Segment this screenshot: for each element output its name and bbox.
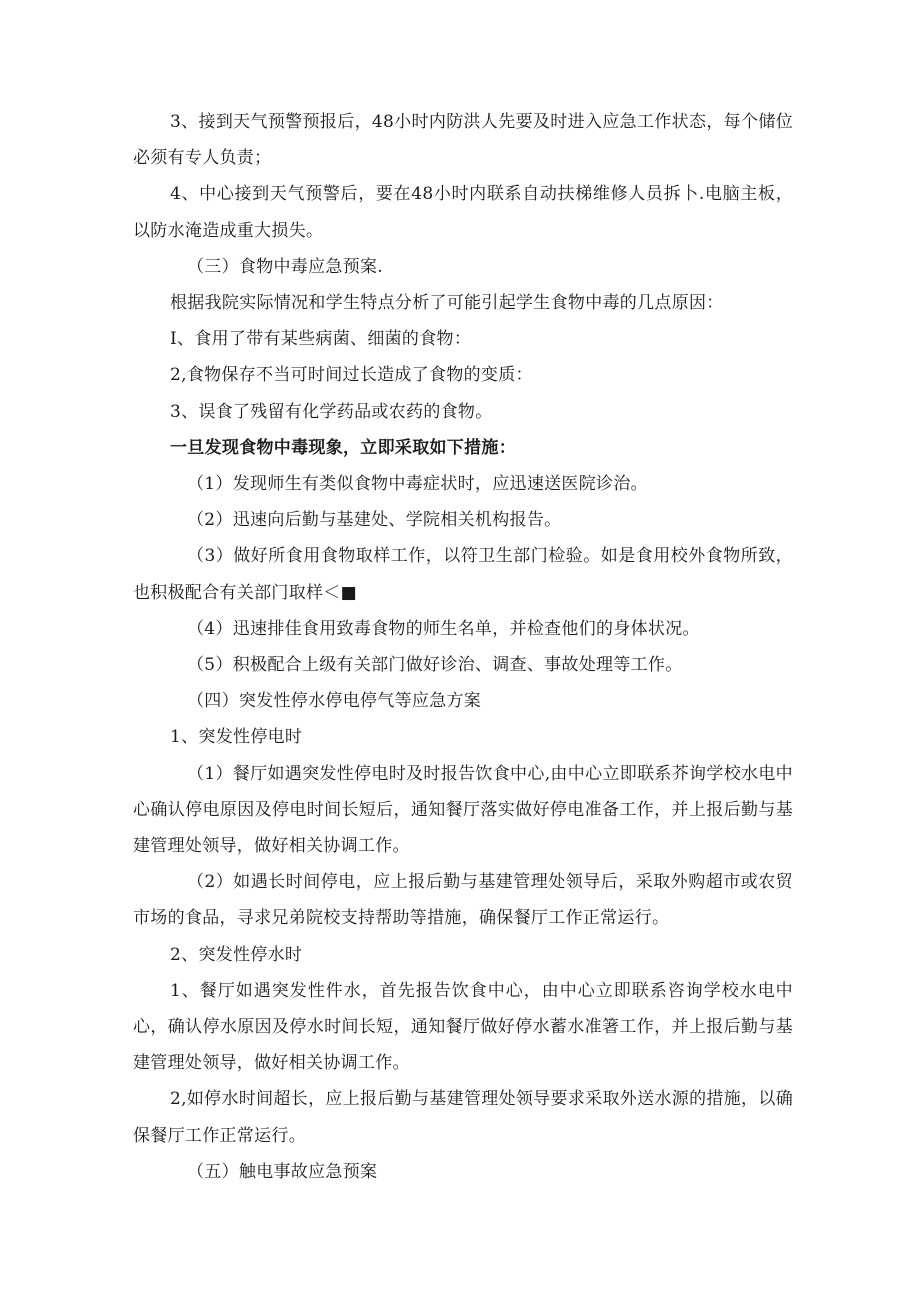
- list-item: （2）迅速向后勤与基建处、学院相关机构报告。: [187, 510, 562, 531]
- list-item: （3）做好所食用食物取样工作，以符卫生部门检验。如是食用校外食物所致，也积极配合有关部门取样＜■: [133, 546, 793, 603]
- section-heading: （四）突发性停水停电停气等应急方案: [187, 691, 482, 712]
- list-item: I、食用了带有某些病菌、细菌的食物：: [170, 329, 472, 350]
- subsection-heading: 2、突发性停水时: [170, 944, 303, 965]
- list-item: （1）发现师生有类似食物中毒症状时，应迅速送医院诊治。: [187, 474, 648, 495]
- list-item: 1、餐厅如遇突发性件水，首先报告饮食中心，由中心立即联系咨询学校水电中心，确认停水原因及停水时间长短，通知餐厅做好停水蓄水准箸工作，并上报后勤与基建管理处领导，做好相关协调工作。: [133, 980, 793, 1074]
- bold-heading: 一旦发现食物中毒现象，立即采取如下措施：: [170, 437, 516, 458]
- list-item: （2）如遇长时间停电，应上报后勤与基建管理处领导后，采取外购超市或农贸市场的食品，寻求兄弟院校支持帮助等措施，确保餐厅工作正常运行。: [133, 872, 793, 929]
- document-body: [133, 104, 793, 1190]
- list-item: （1）餐厅如遇突发性停电时及时报告饮食中心,由中心立即联系芥询学校水电中心确认停电原因及停电时间长短后，通知餐厅落实做好停电准备工作，并上报后勤与基建管理处领导，做好相关协调工作。: [133, 763, 793, 857]
- list-item: 2,食物保存不当可时间过长造成了食物的变质：: [170, 365, 533, 386]
- section-heading: （三）食物中毒应急预案.: [187, 256, 384, 277]
- paragraph: 根据我院实际情况和学生特点分析了可能引起学生食物中毒的几点原因：: [170, 293, 724, 314]
- paragraph: 3、接到天气预警预报后，48小时内防洪人先要及时进入应急工作状态，每个储位必须有专人负责；: [133, 112, 793, 169]
- list-item: 2,如停水时间超长，应上报后勤与基建管理处领导要求采取外送水源的措施，以确保餐厅工作正常运行。: [133, 1089, 793, 1146]
- list-item: （5）积极配合上级有关部门做好诊治、调查、事故处理等工作。: [187, 655, 683, 676]
- subsection-heading: 1、突发性停电时: [170, 727, 303, 748]
- paragraph: 4、中心接到天气预警后，要在48小时内联系自动扶梯维修人员拆卜.电脑主板，以防水淹造成重大损失。: [133, 184, 793, 241]
- section-heading: （五）触电事故应急预案: [187, 1161, 378, 1182]
- list-item: 3、误食了残留有化学药品或农药的食物。: [170, 401, 493, 422]
- list-item: （4）迅速排佳食用致毒食物的师生名单，并检查他们的身体状况。: [187, 618, 700, 639]
